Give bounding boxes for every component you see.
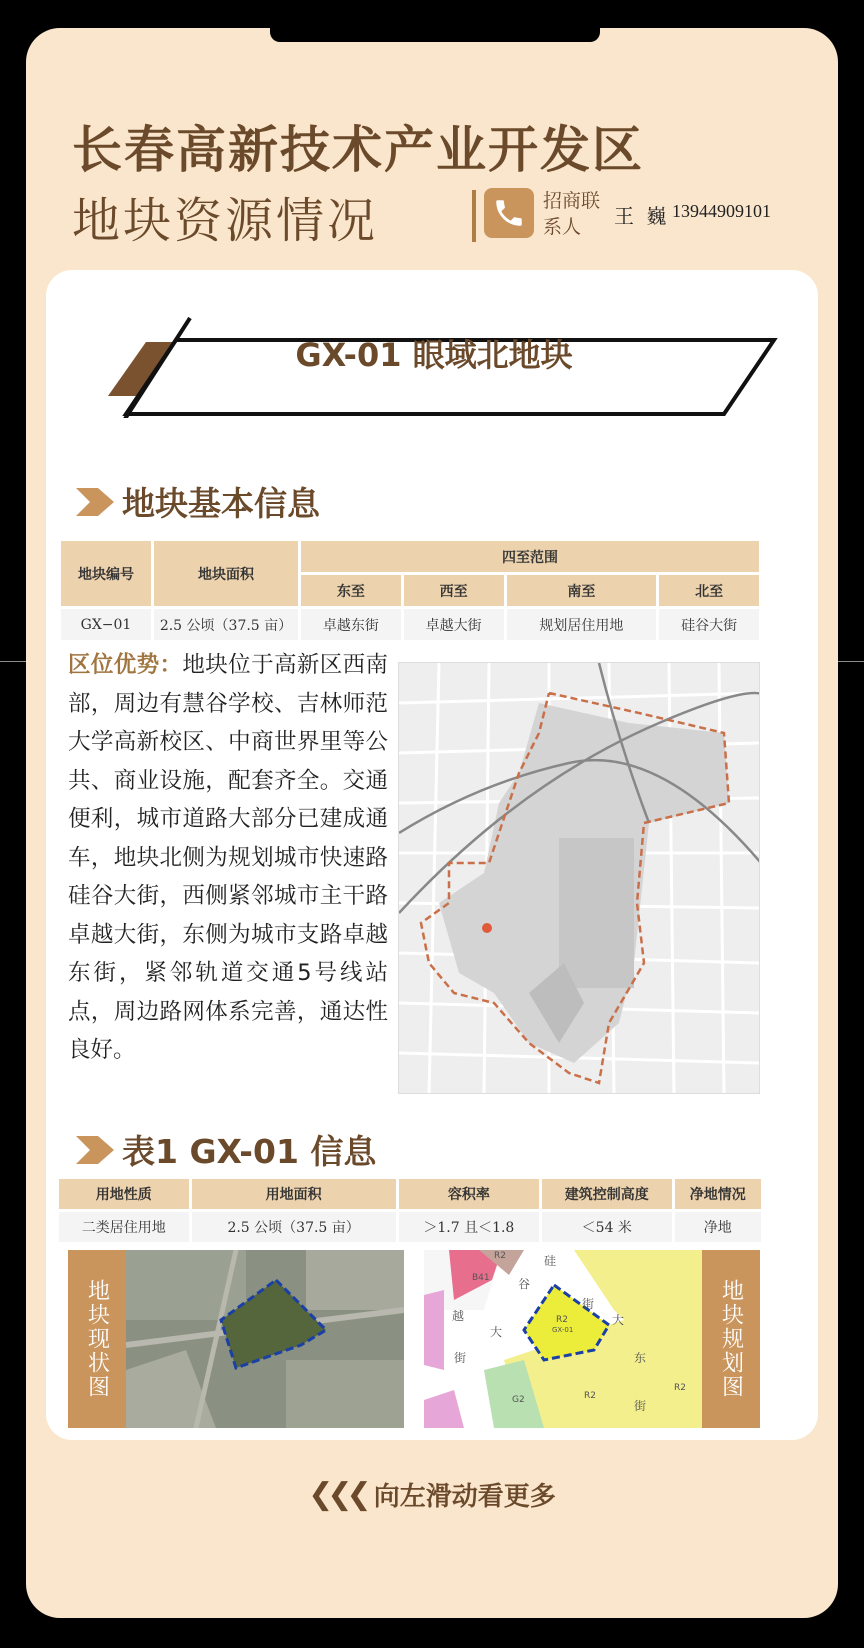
table-row xyxy=(61,609,759,640)
table-cell: 2.5 公顷（37.5 亩） xyxy=(154,609,298,640)
content-panel xyxy=(46,270,818,1440)
aerial-photo[interactable] xyxy=(126,1250,404,1428)
plan-label: GX-01 xyxy=(552,1326,574,1334)
plan-label: 越 xyxy=(452,1309,465,1323)
location-label: 区位优势： xyxy=(68,652,183,678)
plan-label: 东 xyxy=(634,1351,647,1365)
section-basic-info xyxy=(76,478,320,525)
current-status-tag: 地块现状图 xyxy=(68,1250,126,1428)
swipe-hint-text: 向左滑动看更多 xyxy=(373,1482,556,1512)
chevron-left-icon: ❮❮❮ xyxy=(308,1477,366,1512)
swipe-hint[interactable] xyxy=(26,1476,838,1513)
contact-name: 王 巍 xyxy=(614,204,670,228)
planning-map[interactable] xyxy=(424,1250,702,1428)
table-cell: ＞1.7 且＜1.8 xyxy=(399,1212,539,1242)
plan-label: R2 xyxy=(584,1391,596,1401)
page-title: 长春高新技术产业开发区 xyxy=(72,121,644,179)
info-card xyxy=(26,28,838,1618)
plan-label: R2 xyxy=(494,1251,506,1261)
header-cell: 建筑控制高度 xyxy=(542,1179,672,1209)
contact-divider xyxy=(472,190,476,242)
contact-label: 招商联系人 xyxy=(543,190,601,238)
header-cell: 东至 xyxy=(301,575,401,606)
header-cell: 南至 xyxy=(507,575,657,606)
table-cell: 规划居住用地 xyxy=(507,609,657,640)
plan-label: 硅 xyxy=(544,1254,557,1268)
parcel-title: GX-01 眼域北地块 xyxy=(295,336,573,374)
header-cell: 用地性质 xyxy=(59,1179,189,1209)
table-cell: 硅谷大街 xyxy=(659,609,759,640)
planning-tag: 地块规划图 xyxy=(702,1250,760,1428)
table-row xyxy=(59,1212,761,1242)
photo-row xyxy=(68,1250,760,1428)
top-notch xyxy=(270,28,600,42)
header-cell: 地块编号 xyxy=(61,541,151,606)
header-cell: 四至范围 xyxy=(301,541,759,572)
basic-info-table xyxy=(58,538,762,643)
plan-label: B41 xyxy=(472,1273,490,1283)
plan-label: 街 xyxy=(634,1399,647,1413)
chevron-icon xyxy=(76,1134,114,1166)
plan-label: 大 xyxy=(612,1313,625,1327)
section-gx01-info xyxy=(76,1126,376,1173)
location-map xyxy=(398,662,760,1094)
header-cell: 净地情况 xyxy=(675,1179,761,1209)
table-cell: 净地 xyxy=(675,1212,761,1242)
gx01-info-table xyxy=(56,1176,764,1245)
location-description xyxy=(68,646,388,1070)
plan-label: 谷 xyxy=(518,1277,531,1291)
contact-phone[interactable]: 13944909101 xyxy=(672,201,771,221)
phone-icon[interactable] xyxy=(484,188,534,238)
plan-label: 街 xyxy=(582,1297,595,1311)
right-divider-line xyxy=(838,661,864,662)
plan-label: R2 xyxy=(674,1383,686,1393)
left-divider-line xyxy=(0,661,26,662)
section-title: 表1 GX-01 信息 xyxy=(122,1132,377,1171)
header-cell: 容积率 xyxy=(399,1179,539,1209)
location-text: 地块位于高新区西南部，周边有慧谷学校、吉林师范大学高新校区、中商世界里等公共、商业设施，配套齐全。交通便利，城市道路大部分已建成通车，地块北侧为规划城市快速路硅谷大街，西侧紧邻城市主干路卓越大街，东侧为城市支路卓越东街，紧邻轨道交通5号线站点，周边路网体系完善，通达性良好。 xyxy=(68,652,388,1063)
header-cell: 地块面积 xyxy=(154,541,298,606)
table-cell: GX−01 xyxy=(61,609,151,640)
page-subtitle: 地块资源情况 xyxy=(72,193,379,249)
chevron-icon xyxy=(76,486,114,518)
table-cell: 卓越大街 xyxy=(404,609,504,640)
table-cell: ＜54 米 xyxy=(542,1212,672,1242)
plan-label: G2 xyxy=(512,1395,525,1405)
plan-label: R2 xyxy=(556,1315,568,1325)
parcel-banner xyxy=(84,288,744,416)
header-cell: 北至 xyxy=(659,575,759,606)
plan-label: 街 xyxy=(454,1351,467,1365)
table-cell: 2.5 公顷（37.5 亩） xyxy=(192,1212,396,1242)
header-cell: 西至 xyxy=(404,575,504,606)
plan-label: 大 xyxy=(490,1325,503,1339)
table-cell: 二类居住用地 xyxy=(59,1212,189,1242)
header-cell: 用地面积 xyxy=(192,1179,396,1209)
table-cell: 卓越东街 xyxy=(301,609,401,640)
section-title: 地块基本信息 xyxy=(122,484,320,523)
